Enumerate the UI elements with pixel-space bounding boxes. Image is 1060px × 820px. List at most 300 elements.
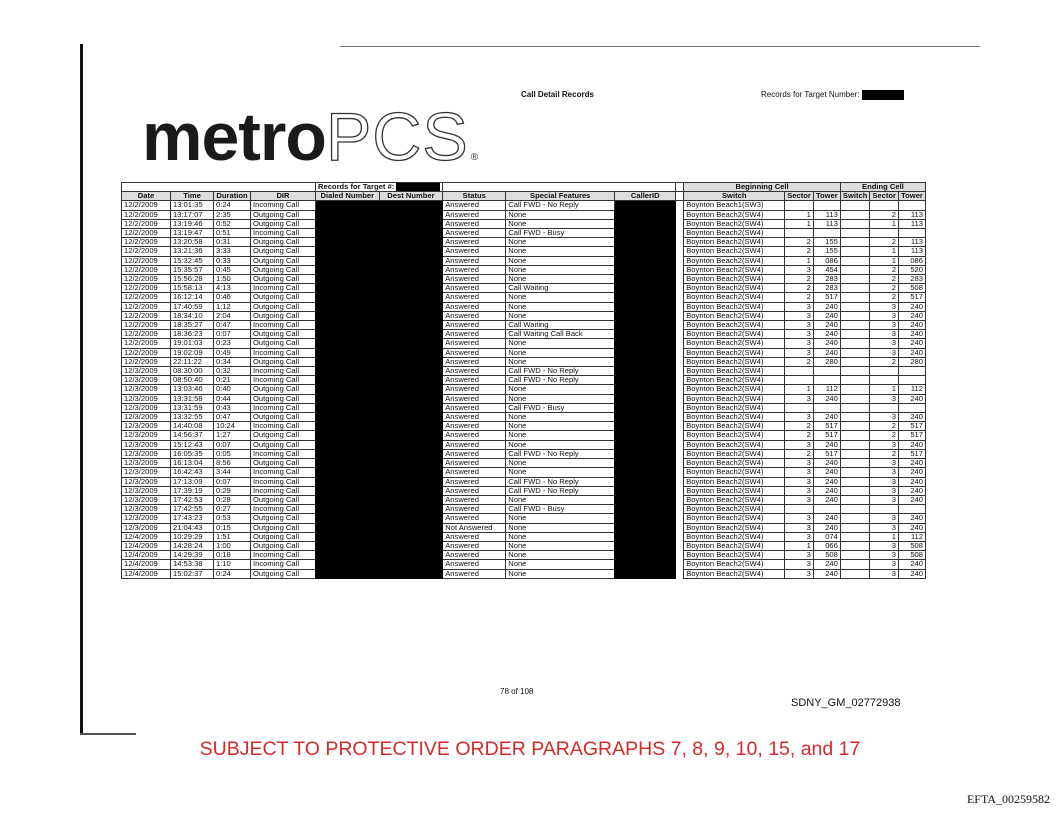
end-switch-cell: [840, 321, 869, 330]
dir-cell: Outgoing Call: [251, 219, 316, 228]
status-cell: Answered: [443, 275, 506, 284]
end-tower-cell: 520: [899, 265, 926, 274]
end-switch-cell: [840, 551, 869, 560]
special-features-cell: Call FWD - Busy: [506, 403, 615, 412]
duration-cell: 4:13: [214, 284, 251, 293]
gap-cell: [676, 210, 684, 219]
column-header-begin-switch: Switch: [684, 192, 785, 201]
special-features-cell: Call Waiting: [506, 321, 615, 330]
begin-sector-cell: 2: [785, 275, 814, 284]
date-cell: 12/2/2009: [122, 247, 171, 256]
end-switch-cell: [840, 284, 869, 293]
table-row: [122, 339, 926, 348]
end-switch-cell: [840, 210, 869, 219]
end-tower-cell: 113: [899, 238, 926, 247]
time-cell: 14:28:24: [171, 541, 214, 550]
end-switch-cell: [840, 459, 869, 468]
dir-cell: Outgoing Call: [251, 413, 316, 422]
date-cell: 12/3/2009: [122, 505, 171, 514]
gap-cell: [676, 514, 684, 523]
gap-cell: [676, 219, 684, 228]
logo-light-text: PCS: [325, 99, 469, 175]
begin-sector-cell: 3: [785, 468, 814, 477]
end-tower-cell: 113: [899, 219, 926, 228]
column-header-dir: DIR: [251, 192, 316, 201]
begin-tower-cell: 240: [813, 560, 840, 569]
date-cell: 12/3/2009: [122, 514, 171, 523]
status-cell: Answered: [443, 330, 506, 339]
end-sector-cell: 3: [870, 348, 899, 357]
special-features-cell: None: [506, 431, 615, 440]
end-tower-cell: 112: [899, 385, 926, 394]
special-features-cell: None: [506, 532, 615, 541]
column-header-special-features: Special Features: [506, 192, 615, 201]
dir-cell: Outgoing Call: [251, 431, 316, 440]
end-switch-cell: [840, 265, 869, 274]
special-features-cell: Call FWD - Busy: [506, 505, 615, 514]
begin-sector-cell: 3: [785, 560, 814, 569]
duration-cell: 1:50: [214, 275, 251, 284]
gap-cell: [676, 459, 684, 468]
begin-switch-cell: Boynton Beach2(SW4): [684, 275, 785, 284]
column-header-end-tower: Tower: [899, 192, 926, 201]
begin-tower-cell: 240: [813, 468, 840, 477]
time-cell: 17:40:59: [171, 302, 214, 311]
dir-cell: Outgoing Call: [251, 311, 316, 320]
time-cell: 18:36:23: [171, 330, 214, 339]
duration-cell: 1:27: [214, 431, 251, 440]
special-features-cell: Call FWD - Busy: [506, 229, 615, 238]
status-cell: Answered: [443, 505, 506, 514]
begin-switch-cell: Boynton Beach2(SW4): [684, 532, 785, 541]
special-features-cell: None: [506, 265, 615, 274]
time-cell: 17:13:09: [171, 477, 214, 486]
begin-switch-cell: Boynton Beach2(SW4): [684, 357, 785, 366]
special-features-cell: None: [506, 210, 615, 219]
date-cell: 12/3/2009: [122, 459, 171, 468]
status-cell: Answered: [443, 265, 506, 274]
table-row: [122, 210, 926, 219]
gap-cell: [676, 486, 684, 495]
date-cell: 12/3/2009: [122, 468, 171, 477]
time-cell: 13:03:46: [171, 385, 214, 394]
begin-switch-cell: Boynton Beach2(SW4): [684, 422, 785, 431]
table-row: [122, 514, 926, 523]
date-cell: 12/3/2009: [122, 385, 171, 394]
table-row: [122, 247, 926, 256]
duration-cell: 1:10: [214, 560, 251, 569]
special-features-cell: None: [506, 569, 615, 578]
end-tower-cell: 508: [899, 541, 926, 550]
begin-switch-cell: Boynton Beach2(SW4): [684, 523, 785, 532]
column-header-callerid: CallerID: [615, 192, 676, 201]
time-cell: 13:19:46: [171, 219, 214, 228]
gap-cell: [676, 330, 684, 339]
end-tower-cell: 240: [899, 523, 926, 532]
status-cell: Answered: [443, 210, 506, 219]
date-cell: 12/2/2009: [122, 238, 171, 247]
begin-switch-cell: Boynton Beach2(SW4): [684, 321, 785, 330]
date-cell: 12/2/2009: [122, 275, 171, 284]
duration-cell: 0:51: [214, 229, 251, 238]
end-tower-cell: 517: [899, 422, 926, 431]
special-features-cell: None: [506, 256, 615, 265]
begin-switch-cell: Boynton Beach2(SW4): [684, 486, 785, 495]
time-cell: 13:31:58: [171, 394, 214, 403]
time-cell: 15:12:43: [171, 440, 214, 449]
duration-cell: 0:27: [214, 505, 251, 514]
dir-cell: Outgoing Call: [251, 357, 316, 366]
begin-sector-cell: 2: [785, 293, 814, 302]
date-cell: 12/4/2009: [122, 551, 171, 560]
end-tower-cell: 517: [899, 449, 926, 458]
end-sector-cell: 3: [870, 560, 899, 569]
duration-cell: 0:44: [214, 394, 251, 403]
date-cell: 12/2/2009: [122, 201, 171, 210]
date-cell: 12/2/2009: [122, 210, 171, 219]
end-tower-cell: 240: [899, 302, 926, 311]
status-cell: Answered: [443, 385, 506, 394]
gap-cell: [676, 532, 684, 541]
end-tower-cell: [899, 367, 926, 376]
gap-cell: [676, 523, 684, 532]
duration-cell: 0:31: [214, 238, 251, 247]
page-number: 78 of 108: [500, 687, 534, 696]
gap-cell: [676, 265, 684, 274]
begin-switch-cell: Boynton Beach2(SW4): [684, 339, 785, 348]
date-cell: 12/4/2009: [122, 560, 171, 569]
end-switch-cell: [840, 357, 869, 366]
gap-cell: [676, 440, 684, 449]
time-cell: 14:56:37: [171, 431, 214, 440]
dir-cell: Incoming Call: [251, 284, 316, 293]
begin-sector-cell: 1: [785, 385, 814, 394]
begin-tower-cell: 113: [813, 210, 840, 219]
time-cell: 21:04:43: [171, 523, 214, 532]
begin-sector-cell: 3: [785, 477, 814, 486]
dir-cell: Incoming Call: [251, 560, 316, 569]
special-features-cell: None: [506, 247, 615, 256]
gap-cell: [676, 367, 684, 376]
end-sector-cell: 2: [870, 357, 899, 366]
status-cell: Answered: [443, 293, 506, 302]
dir-cell: Outgoing Call: [251, 265, 316, 274]
dir-cell: Outgoing Call: [251, 440, 316, 449]
end-tower-cell: 240: [899, 339, 926, 348]
end-sector-cell: 1: [870, 247, 899, 256]
time-cell: 22:11:22: [171, 357, 214, 366]
status-cell: Answered: [443, 413, 506, 422]
gap-cell: [676, 413, 684, 422]
begin-sector-cell: 2: [785, 449, 814, 458]
left-footer-line: [80, 733, 136, 735]
begin-switch-cell: Boynton Beach2(SW4): [684, 367, 785, 376]
begin-sector-cell: 3: [785, 339, 814, 348]
duration-cell: 0:34: [214, 357, 251, 366]
begin-sector-cell: 3: [785, 265, 814, 274]
time-cell: 13:01:35: [171, 201, 214, 210]
special-features-cell: None: [506, 348, 615, 357]
document-title: Call Detail Records: [521, 90, 594, 99]
duration-cell: 2:04: [214, 311, 251, 320]
duration-cell: 0:07: [214, 477, 251, 486]
dir-cell: Incoming Call: [251, 449, 316, 458]
table-row: [122, 468, 926, 477]
table-row: [122, 256, 926, 265]
begin-switch-cell: Boynton Beach2(SW4): [684, 569, 785, 578]
begin-switch-cell: Boynton Beach1(SW3): [684, 201, 785, 210]
date-cell: 12/3/2009: [122, 403, 171, 412]
gap-cell: [676, 339, 684, 348]
begin-switch-cell: Boynton Beach2(SW4): [684, 394, 785, 403]
status-cell: Answered: [443, 459, 506, 468]
dir-cell: Outgoing Call: [251, 385, 316, 394]
table-row: [122, 394, 926, 403]
table-row: [122, 348, 926, 357]
dir-cell: Incoming Call: [251, 201, 316, 210]
end-sector-cell: 2: [870, 238, 899, 247]
status-cell: Answered: [443, 394, 506, 403]
special-features-cell: None: [506, 275, 615, 284]
column-header-status: Status: [443, 192, 506, 201]
begin-sector-cell: 3: [785, 394, 814, 403]
end-switch-cell: [840, 219, 869, 228]
end-switch-cell: [840, 560, 869, 569]
duration-cell: 1:00: [214, 541, 251, 550]
begin-switch-cell: Boynton Beach2(SW4): [684, 385, 785, 394]
records-for-target-label: Records for Target #:: [318, 182, 395, 191]
gap-cell: [676, 569, 684, 578]
date-cell: 12/3/2009: [122, 449, 171, 458]
status-cell: Answered: [443, 551, 506, 560]
begin-switch-cell: Boynton Beach2(SW4): [684, 505, 785, 514]
special-features-cell: None: [506, 523, 615, 532]
duration-cell: 2:35: [214, 210, 251, 219]
special-features-cell: None: [506, 440, 615, 449]
dir-cell: Outgoing Call: [251, 541, 316, 550]
special-features-cell: None: [506, 302, 615, 311]
end-sector-cell: 3: [870, 468, 899, 477]
end-switch-cell: [840, 495, 869, 504]
status-cell: Answered: [443, 302, 506, 311]
end-tower-cell: [899, 201, 926, 210]
date-cell: 12/2/2009: [122, 219, 171, 228]
column-header-date: Date: [122, 192, 171, 201]
begin-sector-cell: 3: [785, 514, 814, 523]
time-cell: 13:31:59: [171, 403, 214, 412]
duration-cell: 0:07: [214, 330, 251, 339]
begin-sector-cell: 2: [785, 238, 814, 247]
end-sector-cell: 3: [870, 495, 899, 504]
gap-cell: [676, 394, 684, 403]
begin-tower-cell: 517: [813, 431, 840, 440]
table-row: [122, 201, 926, 210]
date-cell: 12/2/2009: [122, 265, 171, 274]
begin-sector-cell: 3: [785, 311, 814, 320]
end-tower-cell: 517: [899, 293, 926, 302]
gap-cell: [676, 284, 684, 293]
duration-cell: 10:24: [214, 422, 251, 431]
begin-sector-cell: 2: [785, 247, 814, 256]
special-features-cell: Call FWD - No Reply: [506, 477, 615, 486]
dir-cell: Outgoing Call: [251, 210, 316, 219]
end-switch-cell: [840, 468, 869, 477]
gap-cell: [676, 311, 684, 320]
left-border-line: [80, 44, 83, 734]
beginning-cell-header: Beginning Cell: [684, 183, 841, 192]
gap-cell: [676, 449, 684, 458]
time-cell: 16:42:43: [171, 468, 214, 477]
begin-switch-cell: Boynton Beach2(SW4): [684, 210, 785, 219]
status-cell: Answered: [443, 514, 506, 523]
date-cell: 12/2/2009: [122, 229, 171, 238]
end-sector-cell: 2: [870, 449, 899, 458]
begin-switch-cell: Boynton Beach2(SW4): [684, 431, 785, 440]
end-switch-cell: [840, 449, 869, 458]
end-sector-cell: 3: [870, 486, 899, 495]
date-cell: 12/3/2009: [122, 376, 171, 385]
end-sector-cell: 3: [870, 413, 899, 422]
time-cell: 15:35:57: [171, 265, 214, 274]
time-cell: 14:29:39: [171, 551, 214, 560]
begin-tower-cell: 240: [813, 495, 840, 504]
end-switch-cell: [840, 394, 869, 403]
begin-tower-cell: 240: [813, 569, 840, 578]
bates-number: SDNY_GM_02772938: [791, 697, 901, 709]
status-cell: Answered: [443, 201, 506, 210]
status-cell: Answered: [443, 247, 506, 256]
begin-tower-cell: 240: [813, 348, 840, 357]
time-cell: 13:32:55: [171, 413, 214, 422]
begin-tower-cell: 112: [813, 385, 840, 394]
begin-sector-cell: 3: [785, 569, 814, 578]
status-cell: Answered: [443, 431, 506, 440]
end-switch-cell: [840, 367, 869, 376]
time-cell: 08:50:40: [171, 376, 214, 385]
special-features-cell: None: [506, 560, 615, 569]
status-cell: Answered: [443, 495, 506, 504]
date-cell: 12/3/2009: [122, 394, 171, 403]
gap-cell: [676, 302, 684, 311]
gap-cell: [676, 403, 684, 412]
end-sector-cell: 3: [870, 440, 899, 449]
gap-cell: [676, 183, 684, 192]
date-cell: 12/2/2009: [122, 330, 171, 339]
status-cell: Answered: [443, 532, 506, 541]
efta-id: EFTA_00259582: [966, 792, 1050, 806]
duration-cell: 0:40: [214, 385, 251, 394]
date-cell: 12/3/2009: [122, 422, 171, 431]
status-cell: Answered: [443, 422, 506, 431]
table-row: [122, 431, 926, 440]
end-switch-cell: [840, 275, 869, 284]
status-cell: Answered: [443, 284, 506, 293]
begin-tower-cell: 283: [813, 275, 840, 284]
begin-tower-cell: 240: [813, 477, 840, 486]
begin-tower-cell: 113: [813, 219, 840, 228]
end-switch-cell: [840, 486, 869, 495]
status-cell: Answered: [443, 367, 506, 376]
duration-cell: 0:18: [214, 551, 251, 560]
date-cell: 12/4/2009: [122, 532, 171, 541]
column-header-begin-tower: Tower: [813, 192, 840, 201]
status-cell: Answered: [443, 357, 506, 366]
date-cell: 12/2/2009: [122, 311, 171, 320]
time-cell: 15:58:13: [171, 284, 214, 293]
status-cell: Answered: [443, 569, 506, 578]
time-cell: 17:42:55: [171, 505, 214, 514]
gap-cell: [676, 357, 684, 366]
end-tower-cell: 508: [899, 284, 926, 293]
date-cell: 12/2/2009: [122, 293, 171, 302]
end-sector-cell: 2: [870, 431, 899, 440]
begin-tower-cell: 517: [813, 422, 840, 431]
end-tower-cell: 517: [899, 431, 926, 440]
duration-cell: 0:24: [214, 569, 251, 578]
begin-switch-cell: Boynton Beach2(SW4): [684, 551, 785, 560]
date-cell: 12/2/2009: [122, 348, 171, 357]
status-cell: Answered: [443, 477, 506, 486]
begin-switch-cell: Boynton Beach2(SW4): [684, 468, 785, 477]
duration-cell: 0:53: [214, 514, 251, 523]
end-switch-cell: [840, 422, 869, 431]
end-sector-cell: 3: [870, 514, 899, 523]
end-switch-cell: [840, 514, 869, 523]
gap-cell: [676, 477, 684, 486]
dir-cell: Incoming Call: [251, 321, 316, 330]
end-sector-cell: 3: [870, 321, 899, 330]
end-sector-cell: 3: [870, 302, 899, 311]
begin-tower-cell: 454: [813, 265, 840, 274]
column-header-duration: Duration: [214, 192, 251, 201]
status-cell: Answered: [443, 449, 506, 458]
duration-cell: 0:23: [214, 339, 251, 348]
special-features-cell: None: [506, 551, 615, 560]
begin-tower-cell: 155: [813, 247, 840, 256]
time-cell: 15:32:45: [171, 256, 214, 265]
end-sector-cell: 2: [870, 210, 899, 219]
gap-cell: [676, 238, 684, 247]
status-cell: Answered: [443, 440, 506, 449]
begin-switch-cell: Boynton Beach2(SW4): [684, 265, 785, 274]
special-features-cell: Call FWD - No Reply: [506, 376, 615, 385]
dir-cell: Outgoing Call: [251, 339, 316, 348]
begin-sector-cell: [785, 367, 814, 376]
duration-cell: 0:24: [214, 201, 251, 210]
begin-sector-cell: 3: [785, 321, 814, 330]
dir-cell: Outgoing Call: [251, 495, 316, 504]
special-features-cell: Call Waiting Call Back: [506, 330, 615, 339]
date-cell: 12/3/2009: [122, 495, 171, 504]
begin-sector-cell: 2: [785, 284, 814, 293]
gap-cell: [676, 275, 684, 284]
dir-cell: Outgoing Call: [251, 247, 316, 256]
dir-cell: Outgoing Call: [251, 523, 316, 532]
dir-cell: Incoming Call: [251, 376, 316, 385]
end-sector-cell: 2: [870, 275, 899, 284]
end-switch-cell: [840, 339, 869, 348]
date-cell: 12/2/2009: [122, 284, 171, 293]
duration-cell: 0:49: [214, 348, 251, 357]
end-tower-cell: 112: [899, 532, 926, 541]
end-switch-cell: [840, 569, 869, 578]
end-sector-cell: 3: [870, 551, 899, 560]
dir-cell: Outgoing Call: [251, 256, 316, 265]
records-for-target-label: Records for Target Number:: [761, 90, 860, 100]
date-cell: 12/3/2009: [122, 477, 171, 486]
status-cell: Answered: [443, 311, 506, 320]
special-features-cell: Call FWD - No Reply: [506, 449, 615, 458]
